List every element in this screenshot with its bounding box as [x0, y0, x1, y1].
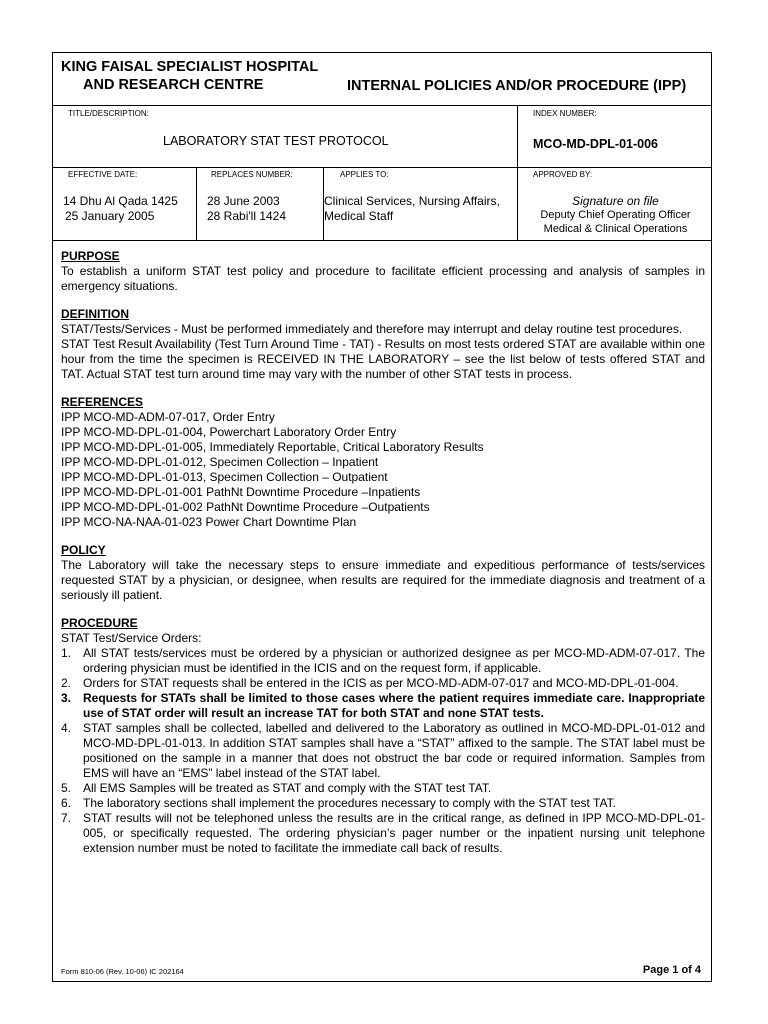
approver-title-line1: Deputy Chief Operating Officer — [540, 209, 691, 221]
divider — [53, 240, 711, 241]
item-number: 7. — [61, 811, 72, 825]
page-number: Page 1 of 4 — [642, 964, 701, 976]
purpose-text: To establish a uniform STAT test policy and procedure to facilitate efficient processing and analysis of samples in emergency situations. — [61, 264, 705, 293]
applies-to-line1: Clinical Services, Nursing Affairs, — [324, 194, 500, 208]
procedure-list — [61, 646, 705, 856]
item-text: The laboratory sections shall implement the procedures necessary to comply with the STAT test TAT. — [83, 796, 616, 810]
reference-item: IPP MCO-MD-DPL-01-002 PathNt Downtime Procedure –Outpatients — [61, 500, 430, 514]
reference-item: IPP MCO-MD-DPL-01-005, Immediately Reportable, Critical Laboratory Results — [61, 440, 484, 454]
procedure-heading: PROCEDURE — [61, 616, 138, 630]
definition-para-1: STAT/Tests/Services - Must be performed immediately and therefore may interrupt and delay routine test procedures. — [61, 322, 683, 336]
replaces-date-gregorian: 28 June 2003 — [207, 194, 280, 208]
procedure-item — [61, 721, 705, 781]
definition-para-2: STAT Test Result Availability (Test Turn Around Time - TAT) - Results on most tests ordered STAT are available within one hour from the time the specimen is RECEIVED IN THE LABORATORY – see the list below of tests offered STAT and TAT. Actual STAT test turn around time may vary with the number of other STAT tests in process. — [61, 337, 705, 381]
reference-item: IPP MCO-MD-ADM-07-017, Order Entry — [61, 410, 275, 424]
purpose-heading: PURPOSE — [61, 249, 120, 263]
document-frame — [52, 52, 712, 982]
reference-item: IPP MCO-MD-DPL-01-004, Powerchart Laboratory Order Entry — [61, 425, 397, 439]
divider — [53, 167, 711, 168]
procedure-item — [61, 781, 705, 796]
document-title: LABORATORY STAT TEST PROTOCOL — [163, 134, 389, 148]
divider — [517, 105, 518, 167]
references-heading: REFERENCES — [61, 395, 144, 409]
approved-by-label: APPROVED BY: — [533, 170, 593, 179]
org-name-line1: KING FAISAL SPECIALIST HOSPITAL — [61, 59, 319, 75]
procedure-item — [61, 811, 705, 856]
procedure-item — [61, 691, 705, 721]
reference-item: IPP MCO-MD-DPL-01-001 PathNt Downtime Procedure –Inpatients — [61, 485, 421, 499]
approver-title-line2: Medical & Clinical Operations — [543, 223, 688, 235]
effective-date-label: EFFECTIVE DATE: — [68, 170, 138, 179]
procedure-item — [61, 676, 705, 691]
definition-heading: DEFINITION — [61, 307, 129, 321]
index-number: MCO-MD-DPL-01-006 — [533, 137, 659, 151]
item-text: Requests for STATs shall be limited to those cases where the patient requires immediate care. Inappropriate use of STAT order will result an increase TAT for both STAT and none STAT tests. — [83, 691, 705, 720]
reference-item: IPP MCO-MD-DPL-01-013, Specimen Collection – Outpatient — [61, 470, 388, 484]
reference-item: IPP MCO-NA-NAA-01-023 Power Chart Downtime Plan — [61, 515, 357, 529]
policy-heading: POLICY — [61, 543, 106, 557]
divider — [196, 167, 197, 240]
item-number: 1. — [61, 646, 72, 660]
org-name-line2: AND RESEARCH CENTRE — [83, 77, 264, 93]
replaces-number-label: REPLACES NUMBER: — [211, 170, 293, 179]
document-type: INTERNAL POLICIES AND/OR PROCEDURE (IPP) — [347, 78, 687, 94]
index-label: INDEX NUMBER: — [533, 109, 597, 118]
procedure-item — [61, 796, 705, 811]
approval-signature: Signature on file — [572, 194, 659, 208]
document-body — [61, 249, 705, 856]
form-number: Form 810-06 (Rev. 10-06) IC 202164 — [61, 967, 184, 976]
procedure-subheading: STAT Test/Service Orders: — [61, 631, 202, 645]
item-number: 2. — [61, 676, 72, 690]
effective-date-hijri: 14 Dhu Al Qada 1425 — [63, 194, 178, 208]
item-text: STAT samples shall be collected, labelled and delivered to the Laboratory as outlined in MCO-MD-DPL-01-012 and MCO-MD-DPL-01-013. In addition STAT samples shall have a “STAT” affixed to the sample. The STAT label must be positioned on the sample in a manner that does not obstruct the bar code or required information. Samples from EMS will have an “EMS” label instead of the STAT label. — [83, 721, 705, 780]
item-number: 3. — [61, 691, 72, 705]
item-text: All STAT tests/services must be ordered by a physician or authorized designee as per MCO-MD-ADM-07-017. The ordering physician must be identified in the ICIS and on the request form, if applicable. — [83, 646, 705, 675]
divider — [53, 105, 711, 106]
item-number: 4. — [61, 721, 72, 735]
item-text: STAT results will not be telephoned unless the results are in the critical range, as defined in IPP MCO-MD-DPL-01-005, or specifically requested. The ordering physician’s pager number or the inpatient nursing unit telephone extension number must be noted to facilitate the immediate call back of results. — [83, 811, 705, 855]
applies-to-line2: Medical Staff — [324, 209, 394, 223]
title-label: TITLE/DESCRIPTION: — [68, 109, 149, 118]
item-text: All EMS Samples will be treated as STAT and comply with the STAT test TAT. — [83, 781, 492, 795]
effective-date-gregorian: 25 January 2005 — [65, 209, 155, 223]
procedure-item — [61, 646, 705, 676]
item-number: 5. — [61, 781, 72, 795]
replaces-date-hijri: 28 Rabi'll 1424 — [207, 209, 287, 223]
applies-to-label: APPLIES TO: — [340, 170, 389, 179]
item-number: 6. — [61, 796, 72, 810]
item-text: Orders for STAT requests shall be entered in the ICIS as per MCO-MD-ADM-07-017 and MCO-MD-DPL-01-004. — [83, 676, 679, 690]
reference-item: IPP MCO-MD-DPL-01-012, Specimen Collection – Inpatient — [61, 455, 379, 469]
policy-text: The Laboratory will take the necessary steps to ensure immediate and expeditious performance of tests/services requested STAT by a physician, or designee, when results are required for the immediate diagnosis and treatment of a seriously ill patient. — [61, 558, 705, 602]
